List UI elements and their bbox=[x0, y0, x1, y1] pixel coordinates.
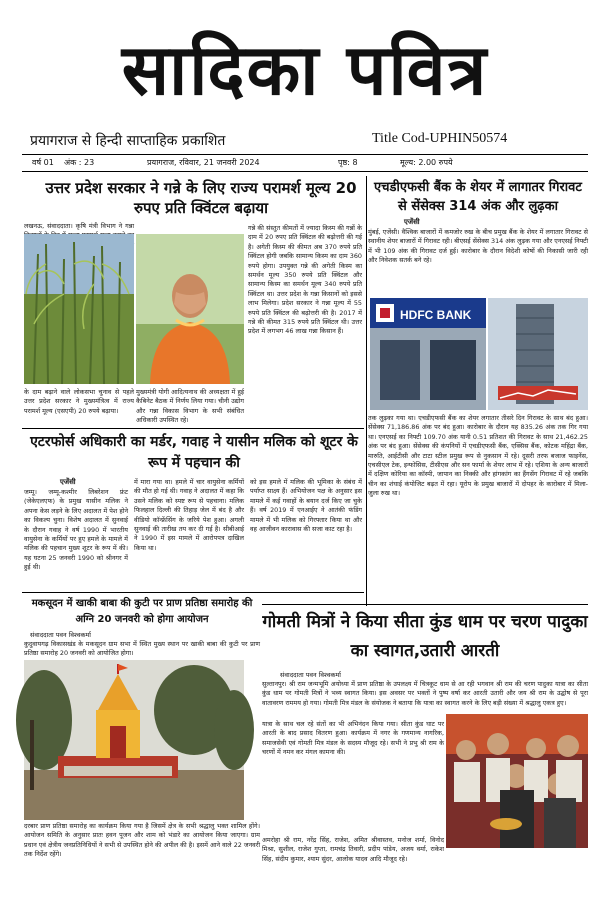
story5-bottom-text: अमरोहा श्री राम, नरेंद्र सिंह, राजेश, अमित श्रीवास्तव, मनोज शर्मा, विनोद मिश्रा, सुशील, राजेश गुप्ता, रामचंद्र तिवारी, प्रदीप पांडेय, अजय वर्मा, राकेश सिंह, संदीप कुमार, श्याम सुंदर, आलोक यादव आदि मौजूद रहे। bbox=[262, 836, 444, 863]
story1-headline: उत्तर प्रदेश सरकार ने गन्ने के लिए राज्य परामर्श मूल्य 20 रुपए प्रति क्विंटल बढ़ाया bbox=[45, 179, 357, 217]
story1-lead: लखनऊ, संवाददाता। कृषि मंत्री विभाग ने गन्ना bbox=[24, 222, 134, 230]
issue-year: वर्ष 01 bbox=[32, 158, 54, 167]
story4-body: दरबार प्राण प्रतिष्ठा समारोह का कार्यक्रम किया गया है जिसमें क्षेत्र के सभी श्रद्धालु भक्त शामिल होंगे। आयोजन समिति के अनुसार प्रातः हवन पूजन और शाम को भंडारे का आयोजन किया जाएगा। ग्राम प्रधान एवं क्षेत्रीय जनप्रतिनिधियों ने सभी से उपस्थित होने की अपील की है। इसमें आने वाले 22 जनवरी तक निर्देश रहेंगे। bbox=[24, 822, 260, 859]
temple-photo bbox=[24, 660, 244, 820]
masthead-title: सादिका पवित्र bbox=[121, 29, 489, 111]
story4-headline: मकसूदन में खाकी बाबा की कुटी पर प्राण प्रतिष्ठा समारोह की अग्नि 20 जनवरी को होगा आयोजन bbox=[31, 598, 253, 625]
story1-photo-caption: मुख्यमंत्री योगी आदित्यनाथ की अध्यक्षता में हुई कैबिनेट बैठक में निर्णय लिया गया। चीनी उद्योग और गन्ना विकास विभाग के सभी संबंधित अधिकारी उपस्थित रहे। bbox=[136, 388, 244, 425]
story2-byline: एजेंसी bbox=[404, 218, 420, 226]
page-count: पृष्ठ: 8 bbox=[338, 158, 358, 167]
issue-price: मूल्य: 2.00 रुपये bbox=[400, 158, 453, 167]
sugarcane-photo bbox=[24, 234, 134, 384]
story1-bottom-left: के दाम बढ़ाने वाले लोकसभा चुनाव से पहले उत्तर प्रदेश सरकार ने मुख्यमंत्रित्व में राज्य परामर्श मूल्य (एसएपी) 20 रुपये बढ़ाया। bbox=[24, 388, 134, 415]
divider bbox=[22, 592, 364, 593]
divider bbox=[262, 604, 588, 605]
story3-column-3: को इस हमले में मलिक की भूमिका के संबंध में पर्याप्त साक्ष्य हैं। अभियोजन पक्ष के अनुसार इस मामले में कई गवाहों के बयान दर्ज किए जा चुके हैं। वर्ष 2019 में एनआईए ने आतंकी फंडिंग मामले में भी मलिक को गिरफ्तार किया था और वह आजीवन कारावास की सजा काट रहा है। bbox=[250, 478, 362, 534]
issue-number: अंक : 23 bbox=[64, 158, 95, 167]
story2-headline: एचडीएफसी बैंक के शेयर में लागातर गिरावट से सेंसेक्स 314 अंक और लुढ़का bbox=[374, 180, 582, 214]
issue-date: प्रयागराज, रविवार, 21 जनवरी 2024 bbox=[147, 158, 260, 167]
story3-byline: एजेंसी bbox=[60, 478, 76, 486]
issue-info-bar bbox=[22, 154, 588, 172]
aarti-photo bbox=[446, 714, 588, 848]
story2-top-text: मुंबई, एजेंसी। वैश्विक बाजारों में कमजोर रुख के बीच प्रमुख बैंक के शेयर में लगातार गिरावट से स्थानीय शेयर बाजारों में गिरावट रही। बीएसई सेंसेक्स 314 अंक लुढ़क गया और एनएसई निफ्टी में भी 109 अंक की गिरावट दर्ज हुई। कारोबार के दौरान विदेशी कोषों की निकासी जारी रही और निवेशक सतर्क बने रहे। bbox=[368, 228, 588, 265]
divider bbox=[22, 428, 364, 429]
story5-byline: संवाददाता पवन विश्वकर्मा bbox=[280, 671, 341, 679]
story4-byline: संवाददाता पवन विश्वकर्मा bbox=[30, 631, 91, 639]
story4-intro: कुदुवायगढ़ विकासखंड के मकसूदन ग्राम सभा में स्थित मुख्य स्थान पर खाकी बाबा की कुटी पर प्राण प्रतिष्ठा समारोह 20 जनवरी को आयोजित होगा। bbox=[24, 640, 260, 658]
story5-headline: गोमती मित्रों ने किया सीता कुंड धाम पर चरण पादुका का स्वागत,उतारी आरती bbox=[262, 612, 588, 661]
story2-bottom-text: तक लुढ़का गया था। एचडीएफसी बैंक का शेयर लगातार तीसरे दिन गिरावट के साथ बंद हुआ। सेंसेक्स 71,186.86 अंक पर बंद हुआ। कारोबार के दौरान यह 835.26 अंक तक गिर गया था। एनएसई का निफ्टी 109.70 अंक यानी 0.51 प्रतिशत की गिरावट के साथ 21,462.25 अंक पर बंद हुआ। सेंसेक्स की कंपनियों में एचडीएफसी बैंक, एक्सिस बैंक, कोटक महिंद्रा बैंक, मारुति, आईटीसी और टाटा स्टील प्रमुख रूप से नुकसान में रहे। दूसरी तरफ बजाज फाइनेंस, एचसीएल टेक, इन्फोसिस, टीसीएस और सन फार्मा के शेयर लाभ में रहे। एशिया के अन्य बाजारों में दक्षिण कोरिया का कॉस्पी, जापान का निक्की और हांगकांग का हैंगसेंग गिरावट में रहे जबकि चीन का शंघाई कंपोजिट बढ़त में रहा। यूरोप के प्रमुख बाजारों में दोपहर के कारोबार में मिला-जुला रुख था। bbox=[368, 414, 588, 498]
minister-photo bbox=[136, 234, 244, 384]
title-code: Title Cod-UPHIN50574 bbox=[372, 131, 508, 146]
masthead-tagline: प्रयागराज से हिन्दी साप्ताहिक प्रकाशित bbox=[30, 133, 226, 149]
story1-column-right: गन्ने की संस्तुत कीमतों में ज्यादा किस्म की गन्नों के दाम में 20 रुपए प्रति क्विंटल की बढ़ोत्तरी की गई है। अगेती किस्म की कीमत अब 370 रुपये प्रति क्विंटल होगी जबकि सामान्य किस्म का दाम 360 रुपये होगा। उपयुक्त गन्ने की अगेती किस्म का समर्थन मूल्य 350 रुपये प्रति क्विंटल और सामान्य किस्म का समर्थन मूल्य 340 रुपये प्रति क्विंटल था। उत्तर प्रदेश के गन्ना किसानों को इससे लाभ मिलेगा। प्रदेश सरकार ने गन्ना मूल्य में 55 रुपये प्रति क्विंटल की बढ़ोत्तरी की है। 2017 में गन्ने की कीमत 315 रुपये प्रति क्विंटल थी। उत्तर प्रदेश में लगभग 46 लाख गन्ना किसान हैं। bbox=[248, 224, 362, 336]
story5-left-text: यात्रा के साथ चल रहे संतों का भी अभिनंदन किया गया। सीता कुंड घाट पर आरती के बाद प्रसाद वितरण हुआ। कार्यक्रम में नगर के गणमान्य नागरिक, समाजसेवी एवं गोमती मित्र मंडल के सदस्य मौजूद रहे। सभी ने प्रभु श्री राम के चरणों में नमन कर मंगल कामना की। bbox=[262, 720, 444, 757]
bank-photo bbox=[370, 298, 486, 410]
story3-column-2: में मारा गया था। हमले में चार वायुसेना कर्मियों की मौत हो गई थी। गवाह ने अदालत में कहा कि उसने मलिक को स्पष्ट रूप से पहचाना। मलिक फिलहाल दिल्ली की तिहाड़ जेल में बंद है और वीडियो कॉन्फ्रेंसिंग के जरिये पेश हुआ। अगली सुनवाई की तारीख तय कर दी गई है। सीबीआई ने 1990 में इस मामले में आरोपपत्र दाखिल किया था। bbox=[134, 478, 244, 552]
bank-sign-text: HDFC BANK bbox=[400, 308, 472, 322]
story5-top-text: सुल्तानपुर। श्री राम जन्मभूमि अयोध्या में प्राण प्रतिष्ठा के उपलक्ष्य में चित्रकूट धाम से आ रही भगवान श्री राम की चरण पादुका यात्रा का सीता कुंड धाम पर गोमती मित्रों ने भव्य स्वागत किया। इस अवसर पर भक्तों ने पुष्प वर्षा कर आरती उतारी और जय श्री राम के उद्घोष से पूरा वातावरण राममय हो गया। गोमती मित्र मंडल के संयोजक ने बताया कि यात्रा का स्वागत करने के लिए बड़ी संख्या में श्रद्धालु एकत्र हुए। bbox=[262, 680, 588, 707]
story3-column-1: जम्मू। जम्मू-कश्मीर लिबरेशन फ्रंट (जेकेएलएफ) के प्रमुख यासीन मलिक ने अपना केस लड़ने के लिए अदालत में पेश होने का विकल्प चुना। विशेष अदालत में सुनवाई के दौरान गवाह ने वर्ष 1990 में भारतीय वायुसेना के कर्मियों पर हुए हमले के मामले में मलिक की पहचान मुख्य शूटर के रूप में की। यह घटना 25 जनवरी 1990 को श्रीनगर में हुई थी। bbox=[24, 488, 128, 572]
story3-headline: एटरफोर्स अधिकारी का मर्डर, गवाह ने यासीन मलिक को शूटर के रूप में पहचान की bbox=[30, 434, 358, 471]
column-divider bbox=[366, 176, 367, 606]
stock-exchange-photo bbox=[488, 298, 588, 410]
